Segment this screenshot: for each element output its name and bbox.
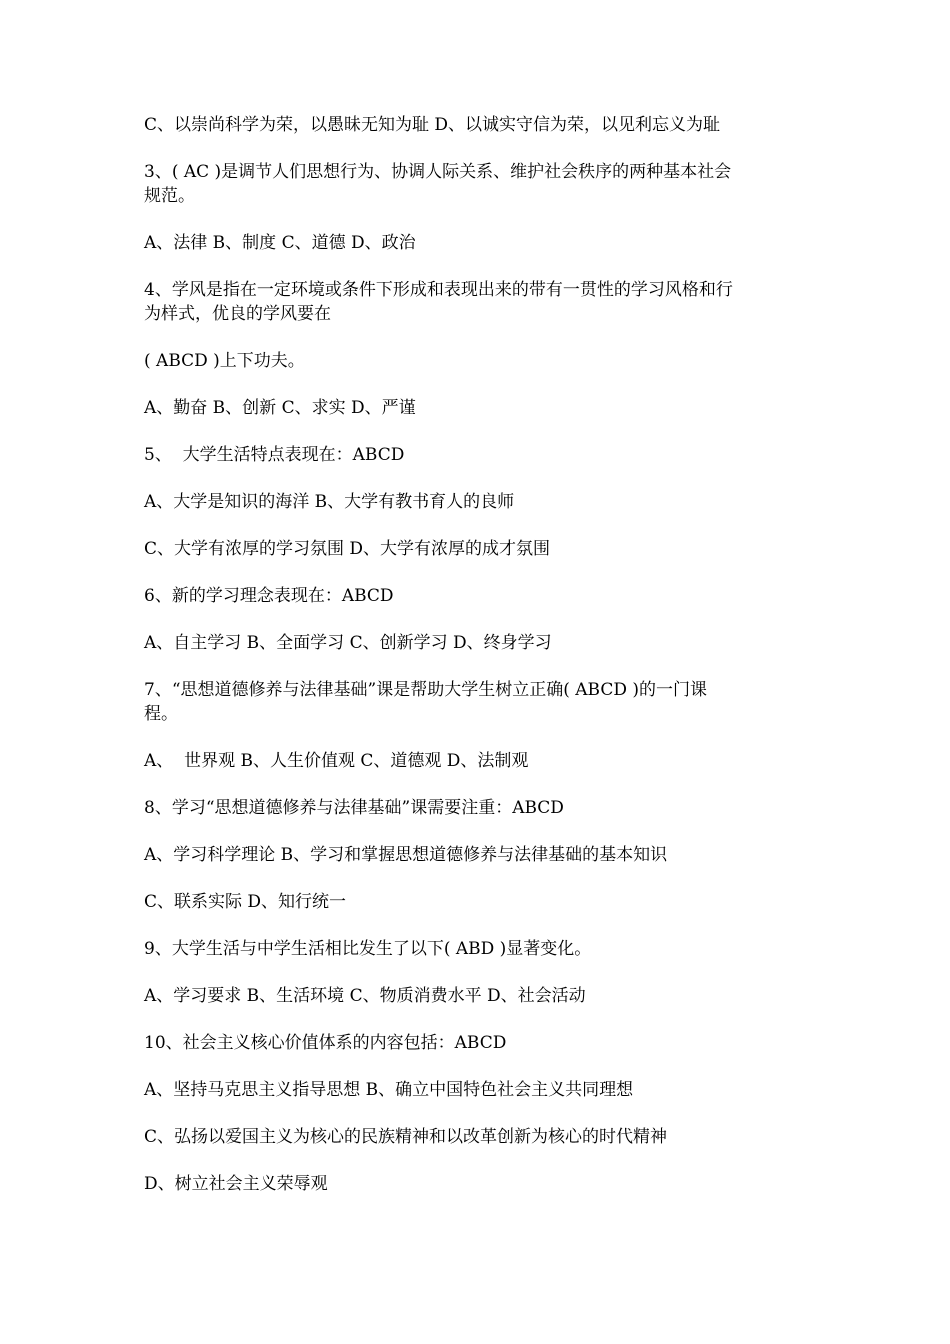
paragraph (144, 443, 814, 467)
text-line: C、联系实际 D、知行统一 (144, 892, 347, 912)
text-line: C、弘扬以爱国主义为核心的民族精神和以改革创新为核心的时代精神 (144, 1127, 668, 1147)
document-body (144, 113, 814, 1196)
text-line: 10、社会主义核心价值体系的内容包括：ABCD (144, 1033, 507, 1053)
paragraph (144, 843, 814, 867)
paragraph (144, 396, 814, 420)
paragraph (144, 278, 814, 326)
paragraph (144, 796, 814, 820)
text-line: A、大学是知识的海洋 B、大学有教书育人的良师 (144, 492, 515, 512)
text-line: 5、 大学生活特点表现在：ABCD (144, 445, 405, 465)
paragraph (144, 1031, 814, 1055)
paragraph (144, 890, 814, 914)
text-line: ( ABCD )上下功夫。 (144, 351, 305, 371)
paragraph (144, 937, 814, 961)
text-line: 8、学习“思想道德修养与法律基础”课需要注重：ABCD (144, 798, 564, 818)
text-line: 规范。 (144, 186, 195, 206)
paragraph (144, 537, 814, 561)
text-line: 为样式，优良的学风要在 (144, 304, 331, 324)
paragraph (144, 1172, 814, 1196)
paragraph (144, 349, 814, 373)
text-line: A、学习要求 B、生活环境 C、物质消费水平 D、社会活动 (144, 986, 586, 1006)
paragraph (144, 631, 814, 655)
text-line: C、以崇尚科学为荣，以愚昧无知为耻 D、以诚实守信为荣，以见利忘义为耻 (144, 115, 721, 135)
text-line: D、树立社会主义荣辱观 (144, 1174, 328, 1194)
text-line: A、坚持马克思主义指导思想 B、确立中国特色社会主义共同理想 (144, 1080, 634, 1100)
paragraph (144, 984, 814, 1008)
text-line: C、大学有浓厚的学习氛围 D、大学有浓厚的成才氛围 (144, 539, 551, 559)
text-line: 4、学风是指在一定环境或条件下形成和表现出来的带有一贯性的学习风格和行 (144, 280, 733, 300)
text-line: 9、大学生活与中学生活相比发生了以下( ABD )显著变化。 (144, 939, 592, 959)
text-line: A、法律 B、制度 C、道德 D、政治 (144, 233, 416, 253)
paragraph (144, 113, 814, 137)
paragraph (144, 490, 814, 514)
text-line: 程。 (144, 704, 178, 724)
text-line: 7、“思想道德修养与法律基础”课是帮助大学生树立正确( ABCD )的一门课 (144, 680, 707, 700)
text-line: A、 世界观 B、人生价值观 C、道德观 D、法制观 (144, 751, 529, 771)
text-line: A、学习科学理论 B、学习和掌握思想道德修养与法律基础的基本知识 (144, 845, 668, 865)
paragraph (144, 231, 814, 255)
text-line: A、勤奋 B、创新 C、求实 D、严谨 (144, 398, 416, 418)
paragraph (144, 584, 814, 608)
paragraph (144, 678, 814, 726)
text-line: 3、( AC )是调节人们思想行为、协调人际关系、维护社会秩序的两种基本社会 (144, 162, 732, 182)
text-line: A、自主学习 B、全面学习 C、创新学习 D、终身学习 (144, 633, 552, 653)
paragraph (144, 749, 814, 773)
text-line: 6、新的学习理念表现在：ABCD (144, 586, 394, 606)
paragraph (144, 160, 814, 208)
paragraph (144, 1078, 814, 1102)
paragraph (144, 1125, 814, 1149)
